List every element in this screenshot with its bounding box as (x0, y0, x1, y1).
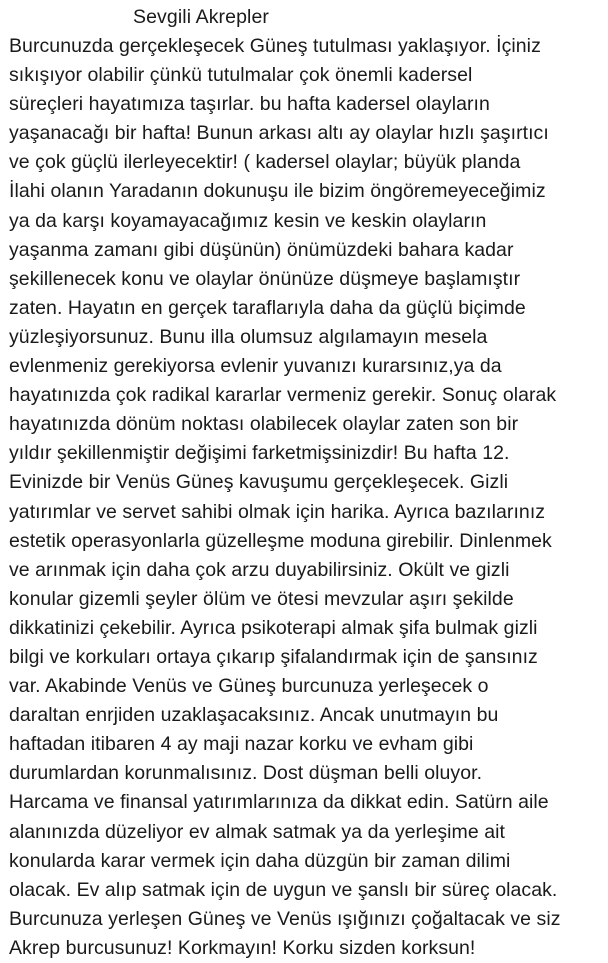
text-line: var. Akabinde Venüs ve Güneş burcunuza yerleşecek o (9, 675, 489, 698)
text-line: bilgi ve korkuları ortaya çıkarıp şifalandırmak için de şansınız (9, 645, 538, 668)
post-title: Sevgili Akrepler (133, 6, 269, 28)
text-line: ve arınmak için daha çok arzu duyabilirsiniz. Okült ve gizli (9, 558, 510, 581)
text-line: durumlardan korunmalısınız. Dost düşman belli oluyor. (9, 762, 483, 785)
text-line: daraltan enrjiden uzaklaşacaksınız. Ancak unutmayın bu (9, 704, 499, 727)
text-line: şekillenecek konu ve olaylar önünüze düşmeye başlamıştır (9, 267, 521, 290)
text-line: İlahi olanın Yaradanın dokunuşu ile bizim öngöremeyeceğimiz (9, 180, 546, 203)
text-line: yüzleşiyorsunuz. Bunu illa olumsuz algılamayın mesela (9, 325, 488, 348)
text-line: yıldır şekillenmiştir değişimi farketmişsinizdir! Bu hafta 12. (9, 442, 510, 465)
text-line: konularda karar vermek için daha düzgün bir zaman dilimi (9, 849, 511, 872)
text-line: Burcunuzda gerçekleşecek Güneş tutulması yaklaşıyor. İçiniz (9, 35, 541, 57)
text-line: Harcama ve finansal yatırımlarınıza da dikkat edin. Satürn aile (9, 791, 549, 814)
text-line: estetik operasyonlarla güzelleşme moduna girebilir. Dinlenmek (9, 529, 552, 552)
text-line: Evinizde bir Venüs Güneş kavuşumu gerçekleşecek. Gizli (9, 471, 509, 494)
text-line: haftadan itibaren 4 ay maji nazar korku ve evham gibi (9, 733, 474, 756)
text-line: hayatınızda çok radikal kararlar vermeniz gerekir. Sonuç olarak (9, 384, 557, 407)
post-body (9, 32, 607, 963)
text-line: olacak. Ev alıp satmak için de uygun ve şanslı bir süreç olacak. (9, 878, 558, 901)
text-line: Burcunuza yerleşen Güneş ve Venüs ışığınızı çoğaltacak ve siz (9, 907, 561, 930)
text-line: sıkışıyor olabilir çünkü tutulmalar çok önemli kadersel (9, 64, 473, 87)
text-line: yaşanacağı bir hafta! Bunun arkası altı ay olaylar hızlı şaşırtıcı (9, 122, 549, 145)
text-line: evlenmeniz gerekiyorsa evlenir yuvanızı kurarsınız,ya da (9, 355, 502, 378)
text-line: ya da karşı koyamayacağımız kesin ve keskin olayların (9, 209, 487, 232)
text-line: dikkatinizi çekebilir. Ayrıca psikoterapi almak şifa bulmak gizli (9, 616, 538, 639)
text-line: ve çok güçlü ilerleyecektir! ( kadersel olaylar; büyük planda (9, 151, 521, 174)
text-line: hayatınızda dönüm noktası olabilecek olaylar zaten son bir (9, 413, 519, 436)
text-line: yatırımlar ve servet sahibi olmak için harika. Ayrıca bazılarınız (9, 500, 546, 523)
text-line: süreçleri hayatımıza taşırlar. bu hafta kadersel olayların (9, 93, 490, 116)
text-line: zaten. Hayatın en gerçek taraflarıyla daha da güçlü biçimde (9, 296, 526, 319)
text-line: alanınızda düzeliyor ev almak satmak ya da yerleşime ait (9, 820, 505, 843)
text-line: yaşanma zamanı gibi düşünün) önümüzdeki bahara kadar (9, 238, 514, 261)
text-line: Akrep burcusunuz! Korkmayın! Korku sizden korksun! (9, 936, 476, 959)
text-line: konular gizemli şeyler ölüm ve ötesi mevzular aşırı şekilde (9, 587, 514, 610)
